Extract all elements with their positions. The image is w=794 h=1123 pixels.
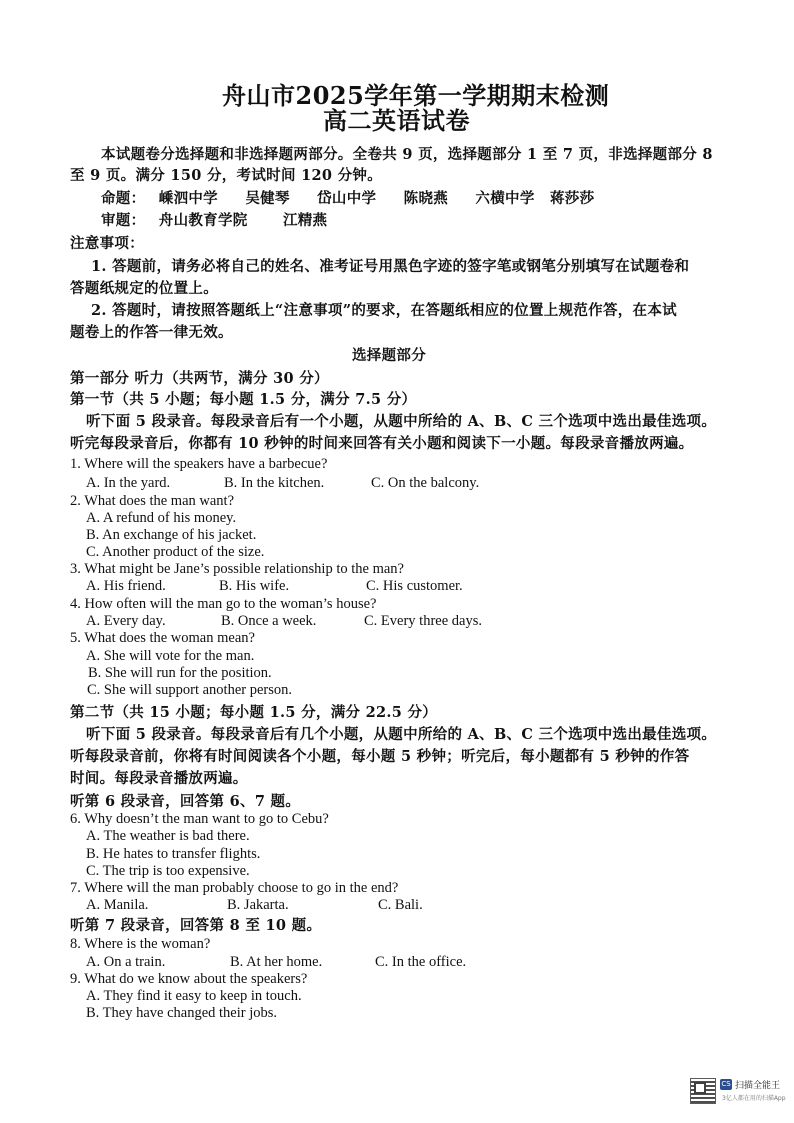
option: B. They have changed their jobs. [86, 1005, 277, 1021]
question-stem: 1. Where will the speakers have a barbecue? [70, 456, 328, 472]
reviewer-item: 江精燕 [282, 212, 328, 229]
watermark-sub: 3亿人都在用的扫描App [722, 1095, 786, 1102]
camscanner-logo-icon: CS [721, 1080, 731, 1088]
page-subtitle: 高二英语试卷 [323, 106, 470, 135]
reviewer-item: 舟山教育学院 [158, 212, 248, 229]
question-stem: 5. What does the woman mean? [70, 630, 255, 646]
option: C. Every three days. [364, 613, 482, 629]
option: B. Once a week. [221, 613, 317, 629]
option: A. Every day. [86, 613, 166, 629]
option: B. At her home. [230, 954, 323, 970]
option: C. On the balcony. [371, 475, 480, 491]
option: A. His friend. [86, 578, 166, 594]
section-heading: 选择题部分 [352, 347, 426, 364]
listen-heading: 听第 7 段录音，回答第 8 至 10 题。 [70, 917, 322, 934]
option: A. In the yard. [86, 475, 171, 491]
instruction-line: 听下面 5 段录音。每段录音后有几个小题，从题中所给的 A、B、C 三个选项中选出最佳选项。 [86, 726, 717, 743]
option: C. Another product of the size. [86, 544, 265, 560]
part-heading: 第一部分 听力（共两节，满分 30 分） [70, 370, 329, 387]
page-title: 舟山市2025学年第一学期期末检测 [222, 81, 610, 110]
question-stem: 3. What might be Jane’s possible relationship to the man? [70, 561, 404, 577]
intro-line: 至 9 页。满分 150 分，考试时间 120 分钟。 [70, 167, 383, 184]
option: C. Bali. [378, 897, 423, 913]
reviewers-row [101, 209, 327, 230]
option: A. They find it easy to keep in touch. [86, 988, 302, 1004]
question-stem: 6. Why doesn’t the man want to go to Cebu? [70, 811, 329, 827]
author-item: 吴健琴 [245, 190, 290, 207]
question-stem: 4. How often will the man go to the woman’s house? [70, 596, 377, 612]
instruction-line: 听每段录音前，你将有时间阅读各个小题，每小题 5 秒钟；听完后，每小题都有 5 秒钟的作答 [70, 748, 690, 765]
listen-heading: 听第 6 段录音，回答第 6、7 题。 [70, 793, 301, 810]
note-line: 答题纸规定的位置上。 [70, 280, 218, 297]
authors-label: 命题： [101, 190, 146, 207]
author-item: 岱山中学 [317, 190, 377, 207]
subsection-heading: 第一节（共 5 小题；每小题 1.5 分，满分 7.5 分） [70, 391, 417, 408]
question-stem: 9. What do we know about the speakers? [70, 971, 308, 987]
option: B. He hates to transfer flights. [86, 846, 261, 862]
notes-heading: 注意事项： [70, 235, 144, 252]
option: C. She will support another person. [87, 682, 292, 698]
subsection-heading: 第二节（共 15 小题；每小题 1.5 分，满分 22.5 分） [70, 704, 438, 721]
option: A. Manila. [86, 897, 149, 913]
author-item: 蒋莎莎 [549, 190, 595, 207]
authors-row [101, 187, 594, 208]
intro-line: 本试题卷分选择题和非选择题两部分。全卷共 9 页，选择题部分 1 至 7 页，非选择题部分 8 [101, 146, 713, 163]
option: B. Jakarta. [227, 897, 289, 913]
instruction-line: 时间。每段录音播放两遍。 [70, 770, 248, 787]
note-line: 1. 答题前，请务必将自己的姓名、准考证号用黑色字迹的签字笔或钢笔分别填写在试题卷和 [91, 258, 690, 275]
author-item: 六横中学 [475, 190, 535, 207]
qr-code-icon [690, 1078, 716, 1104]
reviewers-label: 审题： [101, 212, 146, 229]
note-line: 2. 答题时，请按照答题纸上“注意事项”的要求，在答题纸相应的位置上规范作答，在本试 [91, 302, 677, 319]
note-line: 题卷上的作答一律无效。 [70, 324, 233, 341]
instruction-line: 听下面 5 段录音。每段录音后有一个小题，从题中所给的 A、B、C 三个选项中选出最佳选项。 [86, 413, 717, 430]
author-item: 陈晓燕 [403, 190, 449, 207]
option: A. The weather is bad there. [86, 828, 250, 844]
option: C. In the office. [375, 954, 467, 970]
option: A. A refund of his money. [86, 510, 237, 526]
option: A. On a train. [86, 954, 166, 970]
option: C. The trip is too expensive. [86, 863, 250, 879]
scanner-watermark [690, 1078, 786, 1108]
option: A. She will vote for the man. [86, 648, 255, 664]
instruction-line: 听完每段录音后，你都有 10 秒钟的时间来回答有关小题和阅读下一小题。每段录音播放两遍。 [70, 435, 694, 452]
option: B. She will run for the position. [88, 665, 272, 681]
author-item: 嵊泗中学 [158, 190, 218, 207]
watermark-name: 扫描全能王 [735, 1081, 781, 1091]
question-stem: 2. What does the man want? [70, 493, 235, 509]
option: B. In the kitchen. [224, 475, 325, 491]
option: B. His wife. [219, 578, 290, 594]
question-stem: 7. Where will the man probably choose to go in the end? [70, 880, 399, 896]
option: B. An exchange of his jacket. [86, 527, 257, 543]
option: C. His customer. [366, 578, 463, 594]
question-stem: 8. Where is the woman? [70, 936, 211, 952]
